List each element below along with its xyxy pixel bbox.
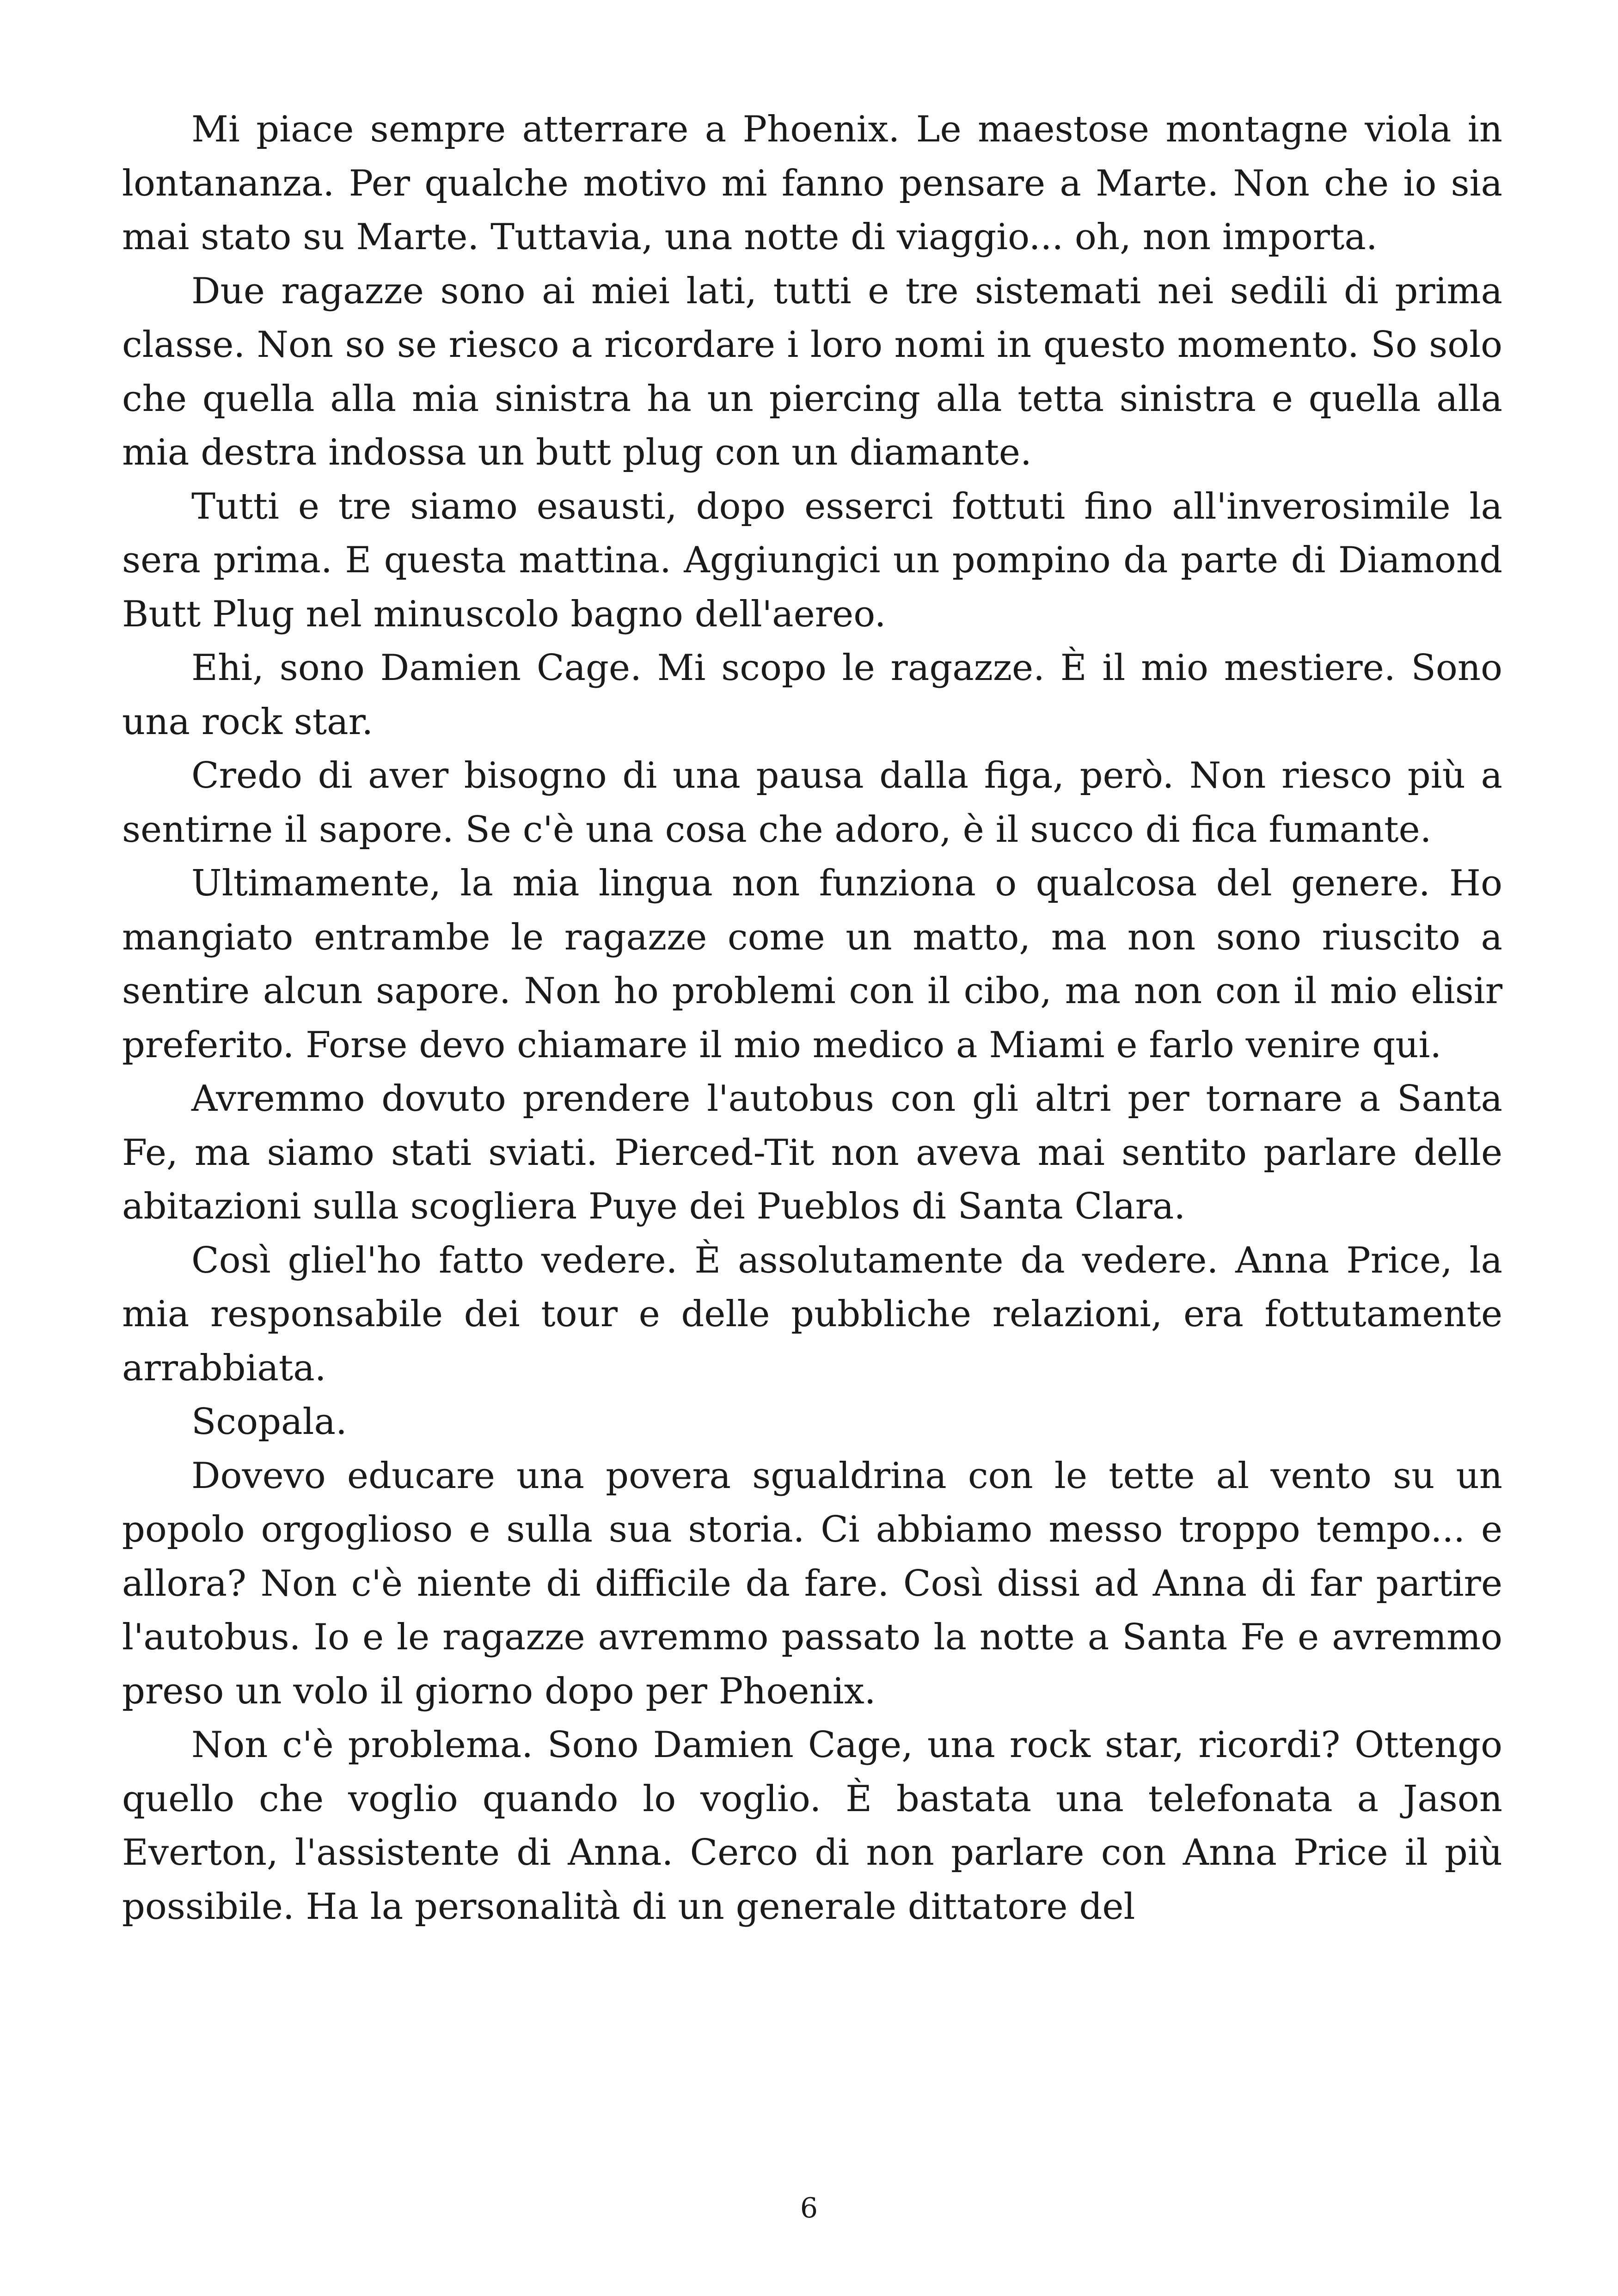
paragraph: Credo di aver bisogno di una pausa dalla figa, però. Non riesco più a sentirne il sapore. Se c'è una cosa che adoro, è il succo di fica fumante. bbox=[122, 755, 1502, 851]
page-number: 6 bbox=[800, 2192, 818, 2224]
paragraph: Dovevo educare una povera sgualdrina con le tette al vento su un popolo orgoglioso e sulla sua storia. Ci abbiamo messo troppo tempo... e allora? Non c'è niente di difficile da fare. Così dissi ad Anna di far partire l'autobus. Io e le ragazze avremmo passato la notte a Santa Fe e avremmo preso un volo il giorno dopo per Phoenix. bbox=[122, 1455, 1502, 1712]
paragraph: Mi piace sempre atterrare a Phoenix. Le maestose montagne viola in lontananza. Per qualche motivo mi fanno pensare a Marte. Non che io sia mai stato su Marte. Tuttavia, una notte di viaggio... oh, non importa. bbox=[122, 109, 1502, 258]
paragraph: Tutti e tre siamo esausti, dopo esserci fottuti fino all'inverosimile la sera prima. E questa mattina. Aggiungici un pompino da parte di Diamond Butt Plug nel minuscolo bagno dell'aereo. bbox=[122, 485, 1502, 635]
paragraph: Così gliel'ho fatto vedere. È assolutamente da vedere. Anna Price, la mia responsabile dei tour e delle pubbliche relazioni, era fottutamente arrabbiata. bbox=[122, 1239, 1502, 1389]
paragraph: Due ragazze sono ai miei lati, tutti e tre sistemati nei sedili di prima classe. Non so se riesco a ricordare i loro nomi in questo momento. So solo che quella alla mia sinistra ha un piercing alla tetta sinistra e quella alla mia destra indossa un butt plug con un diamante. bbox=[122, 270, 1502, 473]
paragraph: Avremmo dovuto prendere l'autobus con gli altri per tornare a Santa Fe, ma siamo stati sviati. Pierced-Tit non aveva mai sentito parlare delle abitazioni sulla scogliera Puye dei Pueblos di Santa Clara. bbox=[122, 1078, 1502, 1227]
body-text bbox=[122, 103, 1502, 1934]
paragraph: Ultimamente, la mia lingua non funziona o qualcosa del genere. Ho mangiato entrambe le ragazze come un matto, ma non sono riuscito a sentire alcun sapore. Non ho problemi con il cibo, ma non con il mio elisir preferito. Forse devo chiamare il mio medico a Miami e farlo venire qui. bbox=[122, 863, 1502, 1066]
paragraph: Scopala. bbox=[191, 1401, 347, 1443]
paragraph: Non c'è problema. Sono Damien Cage, una rock star, ricordi? Ottengo quello che voglio quando lo voglio. È bastata una telefonata a Jason Everton, l'assistente di Anna. Cerco di non parlare con Anna Price il più possibile. Ha la personalità di un generale dittatore del bbox=[122, 1724, 1502, 1928]
paragraph: Ehi, sono Damien Cage. Mi scopo le ragazze. È il mio mestiere. Sono una rock star. bbox=[122, 647, 1502, 743]
